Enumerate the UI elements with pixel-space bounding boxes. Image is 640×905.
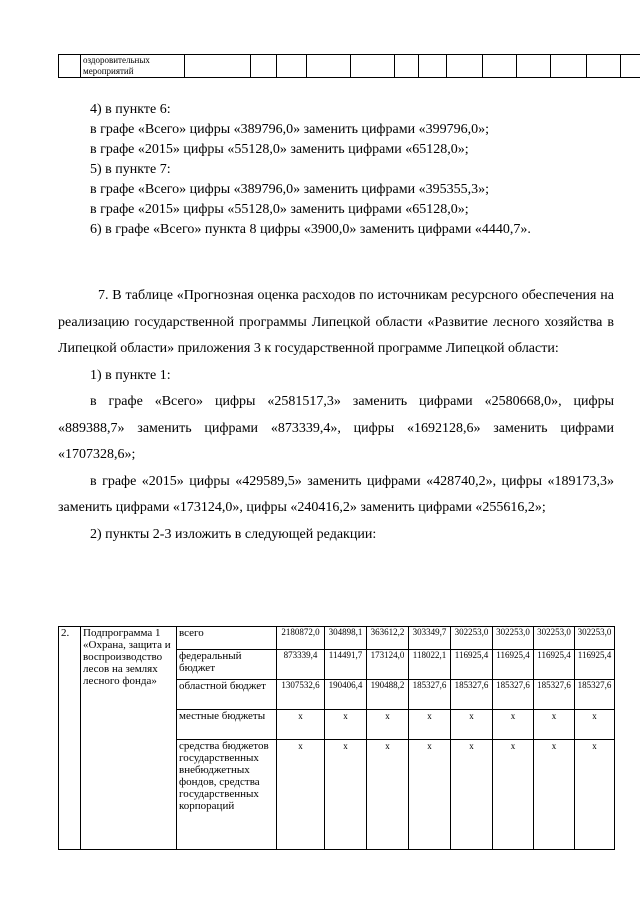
value-cell: x	[575, 740, 615, 850]
table-row	[59, 627, 615, 650]
value-cell: 302253,0	[575, 627, 615, 650]
value-cell: 116925,4	[493, 650, 534, 680]
value-cell: x	[493, 710, 534, 740]
source-cell: средства бюджетов государственных внебюджетных фондов, средства государственных корпораций	[177, 740, 277, 850]
source-cell: местные бюджеты	[177, 710, 277, 740]
value-cell: 303349,7	[409, 627, 451, 650]
value-cell: 118022,1	[409, 650, 451, 680]
value-cell: 185327,6	[493, 680, 534, 710]
amendment-line: в графе «2015» цифры «55128,0» заменить цифрами «65128,0»;	[90, 202, 469, 217]
amendment-line: 4) в пункте 6:	[90, 102, 171, 117]
value-cell: 302253,0	[451, 627, 493, 650]
value-cell: 114491,7	[325, 650, 367, 680]
row-label: оздоровительных мероприятий	[81, 55, 185, 78]
value-cell: x	[534, 710, 575, 740]
source-cell: федеральный бюджет	[177, 650, 277, 680]
value-cell: x	[325, 710, 367, 740]
item-2-heading: 2) пункты 2-3 изложить в следующей редакции:	[90, 526, 377, 542]
value-cell: 1307532,6	[277, 680, 325, 710]
value-cell: x	[451, 710, 493, 740]
source-cell: областной бюджет	[177, 680, 277, 710]
value-cell: 363612,2	[367, 627, 409, 650]
previous-table-fragment	[58, 54, 640, 78]
value-cell: x	[575, 710, 615, 740]
amendment-line: 6) в графе «Всего» пункта 8 цифры «3900,0» заменить цифрами «4440,7».	[90, 222, 531, 237]
value-cell: x	[409, 710, 451, 740]
value-cell: 873339,4	[277, 650, 325, 680]
item-1-heading: 1) в пункте 1:	[90, 367, 171, 383]
amendment-line: в графе «2015» цифры «55128,0» заменить цифрами «65128,0»;	[90, 142, 469, 157]
table-row	[59, 55, 640, 78]
value-cell: x	[367, 710, 409, 740]
section-7	[58, 283, 614, 548]
row-number: 2.	[59, 627, 81, 850]
value-cell: x	[367, 740, 409, 850]
value-cell: 116925,4	[534, 650, 575, 680]
amendment-line: в графе «Всего» цифры «389796,0» заменить цифрами «395355,3»;	[90, 182, 489, 197]
value-cell: 302253,0	[534, 627, 575, 650]
amendment-line: 5) в пункте 7:	[90, 162, 171, 177]
y2015-column-change: в графе «2015» цифры «429589,5» заменить цифрами «428740,2», цифры «189173,3» заменить цифрами «173124,0», цифры «240416,2» заменить цифрами «255616,2»;	[58, 473, 614, 515]
total-column-change: в графе «Всего» цифры «2581517,3» заменить цифрами «2580668,0», цифры «889388,7» заменить цифрами «873339,4», цифры «1692128,6» заменить цифрами «1707328,6»;	[58, 394, 614, 462]
value-cell: 2180872,0	[277, 627, 325, 650]
value-cell: x	[409, 740, 451, 850]
value-cell: 185327,6	[534, 680, 575, 710]
value-cell: 190406,4	[325, 680, 367, 710]
source-cell: всего	[177, 627, 277, 650]
value-cell: 190488,2	[367, 680, 409, 710]
value-cell: 185327,6	[409, 680, 451, 710]
value-cell: 173124,0	[367, 650, 409, 680]
value-cell: x	[451, 740, 493, 850]
section-7-intro: 7. В таблице «Прогнозная оценка расходов по источникам ресурсного обеспечения на реализацию государственной программы Липецкой области «Развитие лесного хозяйства в Липецкой области» приложения 3 к государственной программе Липецкой области:	[58, 288, 614, 356]
value-cell: x	[493, 740, 534, 850]
resource-table	[58, 626, 615, 850]
value-cell: 185327,6	[451, 680, 493, 710]
value-cell: x	[534, 740, 575, 850]
value-cell: 185327,6	[575, 680, 615, 710]
subprogram-name: Подпрограмма 1 «Охрана, защита и воспроизводство лесов на землях лесного фонда»	[81, 627, 177, 850]
value-cell: 304898,1	[325, 627, 367, 650]
value-cell: x	[277, 710, 325, 740]
value-cell: x	[325, 740, 367, 850]
amendment-line: в графе «Всего» цифры «389796,0» заменить цифрами «399796,0»;	[90, 122, 489, 137]
value-cell: 116925,4	[575, 650, 615, 680]
value-cell: x	[277, 740, 325, 850]
value-cell: 116925,4	[451, 650, 493, 680]
value-cell: 302253,0	[493, 627, 534, 650]
